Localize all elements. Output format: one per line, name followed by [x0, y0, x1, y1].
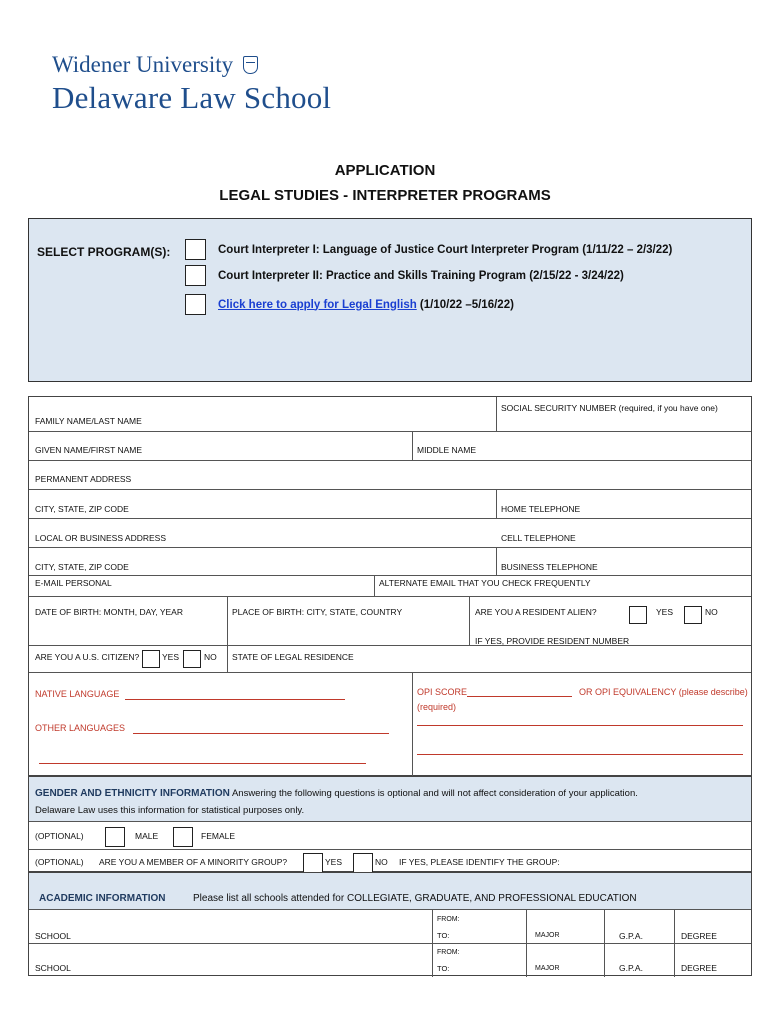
minority-no-label: NO [375, 857, 388, 867]
us-citizen-no-checkbox[interactable] [183, 650, 201, 668]
school-logo [52, 52, 331, 116]
native-language-line[interactable] [125, 699, 345, 700]
minority-yes-checkbox[interactable] [303, 853, 323, 873]
gender-text: Answering the following questions is optional and will not affect consideration of your application. [229, 788, 638, 799]
family-name-label: FAMILY NAME/LAST NAME [35, 416, 142, 426]
home-telephone-label: HOME TELEPHONE [501, 504, 581, 514]
other-languages-line[interactable] [133, 733, 389, 734]
academic-text: Please list all schools attended for COLLEGIATE, GRADUATE, AND PROFESSIONAL EDUCATION [193, 893, 637, 904]
program-option-1 [185, 239, 672, 260]
legal-residence-label: STATE OF LEGAL RESIDENCE [232, 652, 354, 662]
ssn-label: SOCIAL SECURITY NUMBER (required, if you have one) [501, 403, 718, 413]
school-2-major-label: MAJOR [535, 965, 560, 972]
program-3-dates: (1/10/22 –5/16/22) [416, 298, 514, 311]
school-1-degree-label: DEGREE [681, 931, 717, 941]
school-1-label: SCHOOL [35, 931, 71, 941]
female-checkbox[interactable] [173, 827, 193, 847]
local-address-label: LOCAL OR BUSINESS ADDRESS [35, 533, 167, 543]
alternate-email-label: ALTERNATE EMAIL THAT YOU CHECK FREQUENTLY [379, 578, 591, 588]
city-state-zip-2-label: CITY, STATE, ZIP CODE [35, 562, 129, 572]
business-telephone-label: BUSINESS TELEPHONE [501, 562, 598, 572]
page-title: APPLICATION [334, 162, 436, 179]
legal-english-link[interactable]: Click here to apply for Legal English [218, 298, 417, 311]
opi-description-line-1[interactable] [417, 725, 743, 726]
identify-group-label: IF YES, PLEASE IDENTIFY THE GROUP: [399, 857, 560, 867]
resident-alien-label: ARE YOU A RESIDENT ALIEN? [475, 607, 597, 617]
program-2-label: Court Interpreter II: Practice and Skills Training Program (2/15/22 - 3/24/22) [218, 269, 624, 282]
school-1-from-label: FROM: [437, 916, 460, 923]
us-citizen-label: ARE YOU A U.S. CITIZEN? [35, 652, 140, 662]
resident-alien-yes-checkbox[interactable] [629, 606, 647, 624]
school-1-major-label: MAJOR [535, 932, 560, 939]
resident-alien-no-label: NO [705, 607, 718, 617]
program-1-label: Court Interpreter I: Language of Justice Court Interpreter Program (1/11/22 – 2/3/22) [218, 243, 673, 256]
city-state-zip-label: CITY, STATE, ZIP CODE [35, 504, 129, 514]
school-1-to-label: TO: [437, 931, 450, 940]
gender-heading: GENDER AND ETHNICITY INFORMATION [35, 788, 230, 799]
middle-name-label: MIDDLE NAME [417, 445, 477, 455]
email-personal-label: E-MAIL PERSONAL [35, 578, 112, 588]
minority-question-label: ARE YOU A MEMBER OF A MINORITY GROUP? [99, 857, 288, 867]
native-language-label: NATIVE LANGUAGE [35, 689, 120, 699]
opi-description-line-2[interactable] [417, 754, 743, 755]
program-2-checkbox[interactable] [185, 265, 206, 286]
gender-optional-label: (OPTIONAL) [35, 831, 84, 841]
personal-info-form [28, 396, 752, 776]
male-checkbox[interactable] [105, 827, 125, 847]
program-option-2 [185, 265, 624, 286]
minority-yes-label: YES [325, 857, 343, 867]
opi-required-label: (required) [417, 702, 457, 712]
school-2-from-label: FROM: [437, 949, 460, 956]
us-citizen-no-label: NO [204, 652, 217, 662]
school-2-gpa-label: G.P.A. [619, 963, 643, 973]
school-2-label: SCHOOL [35, 963, 71, 973]
us-citizen-yes-checkbox[interactable] [142, 650, 160, 668]
logo-school-name: Delaware Law School [52, 80, 332, 115]
resident-alien-no-checkbox[interactable] [684, 606, 702, 624]
shield-icon [243, 56, 258, 74]
resident-number-label: IF YES, PROVIDE RESIDENT NUMBER [475, 636, 630, 646]
opi-equivalency-label: OR OPI EQUIVALENCY (please describe) [579, 687, 748, 697]
page-subtitle: LEGAL STUDIES - INTERPRETER PROGRAMS [219, 187, 551, 204]
academic-section [28, 872, 752, 976]
select-program-label: SELECT PROGRAM(S): [37, 245, 171, 259]
program-option-3 [185, 294, 514, 315]
us-citizen-yes-label: YES [162, 652, 180, 662]
minority-no-checkbox[interactable] [353, 853, 373, 873]
cell-telephone-label: CELL TELEPHONE [501, 533, 576, 543]
date-of-birth-label: DATE OF BIRTH: MONTH, DAY, YEAR [35, 607, 183, 617]
academic-heading: ACADEMIC INFORMATION [39, 893, 166, 904]
place-of-birth-label: PLACE OF BIRTH: CITY, STATE, COUNTRY [232, 607, 403, 617]
male-label: MALE [135, 831, 159, 841]
resident-alien-yes-label: YES [656, 607, 674, 617]
program-1-checkbox[interactable] [185, 239, 206, 260]
school-1-gpa-label: G.P.A. [619, 931, 643, 941]
other-languages-line-2[interactable] [39, 763, 366, 764]
program-selection-box [28, 218, 752, 382]
female-label: FEMALE [201, 831, 236, 841]
logo-university-name: Widener University [52, 52, 234, 77]
minority-optional-label: (OPTIONAL) [35, 857, 84, 867]
gender-text-2: Delaware Law uses this information for statistical purposes only. [35, 805, 305, 816]
school-2-to-label: TO: [437, 964, 450, 973]
gender-ethnicity-section [28, 776, 752, 872]
other-languages-label: OTHER LANGUAGES [35, 723, 126, 733]
given-name-label: GIVEN NAME/FIRST NAME [35, 445, 143, 455]
permanent-address-label: PERMANENT ADDRESS [35, 474, 132, 484]
school-2-degree-label: DEGREE [681, 963, 717, 973]
program-3-checkbox[interactable] [185, 294, 206, 315]
opi-score-line[interactable] [467, 696, 572, 697]
opi-score-label: OPI SCORE [417, 687, 468, 697]
